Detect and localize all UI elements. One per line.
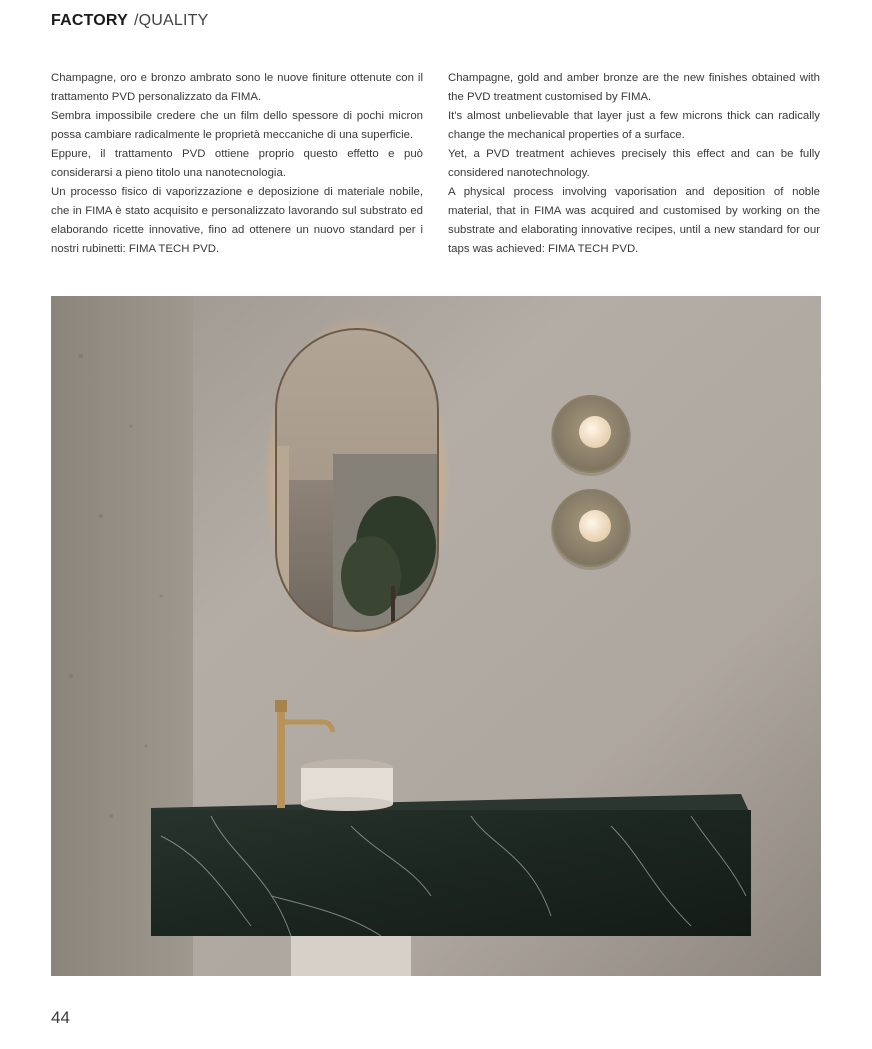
bathroom-photo [51, 296, 821, 976]
english-text-column [448, 69, 820, 259]
page-header [51, 12, 209, 30]
italian-paragraph: Eppure, il trattamento PVD ottiene proprio questo effetto e può considerarsi a pieno titolo una nanotecnologia. [51, 148, 423, 179]
english-paragraph: Yet, a PVD treatment achieves precisely this effect and can be fully considered nanotechnology. [448, 148, 820, 179]
bathroom-scene-illustration [51, 296, 821, 976]
italian-paragraph: Sembra impossibile credere che un film dello spessore di pochi micron possa cambiare radicalmente le proprietà meccaniche di una superficie. [51, 110, 423, 141]
wall-lamp-bottom [551, 490, 631, 570]
english-paragraph: Champagne, gold and amber bronze are the new finishes obtained with the PVD treatment customised by FIMA. [448, 72, 820, 103]
wall-lamp-top [551, 396, 631, 476]
section-title: FACTORY [51, 12, 128, 29]
english-paragraph: It's almost unbelievable that layer just a few microns thick can radically change the mechanical properties of a surface. [448, 110, 820, 141]
english-paragraph: A physical process involving vaporisation and deposition of noble material, that in FIMA was acquired and customised by working on the substrate and elaborating innovative recipes, until a new standard for our taps was achieved: FIMA TECH PVD. [448, 186, 820, 255]
oval-mirror [277, 330, 443, 636]
italian-text-column [51, 69, 423, 259]
header-separator: / [133, 12, 139, 29]
subsection-title: QUALITY [138, 12, 209, 29]
marble-vanity [151, 810, 751, 936]
pedestal [291, 936, 411, 976]
italian-paragraph: Champagne, oro e bronzo ambrato sono le nuove finiture ottenute con il trattamento PVD personalizzato da FIMA. [51, 72, 423, 103]
page-number: 44 [51, 1008, 70, 1027]
italian-paragraph: Un processo fisico di vaporizzazione e deposizione di materiale nobile, che in FIMA è stato acquisito e personalizzato lavorando sul substrato ed elaborando ricette innovative, fino ad ottenere un nuovo standard per i nostri rubinetti: FIMA TECH PVD. [51, 186, 423, 255]
